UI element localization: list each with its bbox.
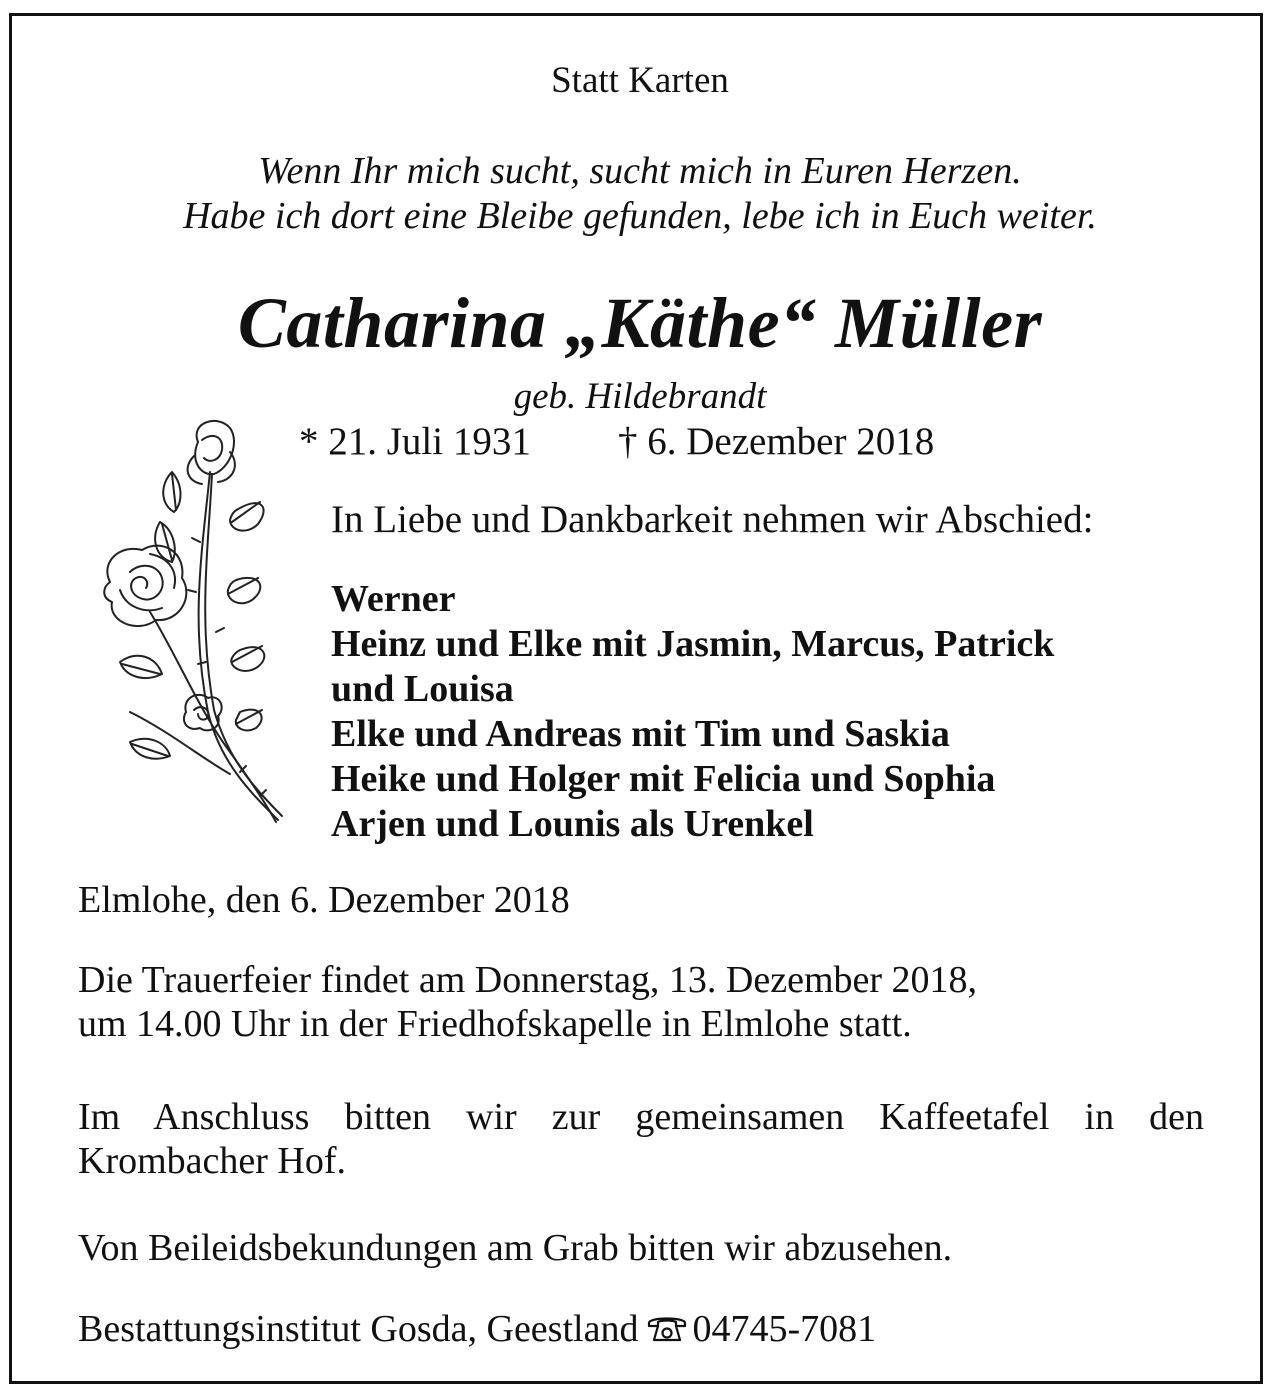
poem-line: Wenn Ihr mich sucht, sucht mich in Euren Herzen.: [258, 150, 1022, 192]
reception-line: Im Anschluss bitten wir zur gemeinsamen Kaffeetafel in den: [78, 1096, 1204, 1138]
notice-header: Statt Karten: [551, 60, 729, 101]
undertaker-name: Bestattungsinstitut Gosda, Geestland: [78, 1308, 639, 1350]
list-item: Werner: [331, 578, 456, 620]
ceremony-info: [78, 958, 1204, 1046]
poem: [0, 149, 1280, 239]
reception-info: [78, 1095, 1204, 1183]
poem-line: Habe ich dort eine Bleibe gefunden, lebe ich in Euch weiter.: [183, 195, 1097, 237]
phone-number: 04745-7081: [692, 1308, 877, 1350]
maiden-name: geb. Hildebrandt: [513, 376, 767, 417]
list-item: und Louisa: [331, 668, 514, 710]
deceased-name: Catharina „Käthe“ Müller: [237, 283, 1043, 363]
list-item: Elke und Andreas mit Tim und Saskia: [331, 713, 950, 755]
birth-date: * 21. Juli 1931: [299, 420, 531, 463]
undertaker-line: [78, 1307, 1204, 1351]
condolence-note: Von Beileidsbekundungen am Grab bitten wir abzusehen.: [78, 1227, 953, 1269]
list-item: Arjen und Lounis als Urenkel: [331, 803, 814, 845]
ceremony-line: um 14.00 Uhr in der Friedhofskapelle in Elmlohe statt.: [78, 1003, 912, 1045]
death-date: † 6. Dezember 2018: [618, 420, 935, 463]
rose-icon: [90, 412, 290, 832]
ceremony-line: Die Trauerfeier findet am Donnerstag, 13. Dezember 2018,: [78, 959, 978, 1001]
phone-icon: [646, 1314, 688, 1344]
list-item: Heinz und Elke mit Jasmin, Marcus, Patrick: [331, 623, 1055, 665]
place-date: Elmlohe, den 6. Dezember 2018: [78, 879, 570, 921]
family-list: [331, 577, 1054, 847]
reception-line: Krombacher Hof.: [78, 1140, 347, 1182]
farewell-intro: In Liebe und Dankbarkeit nehmen wir Abschied:: [331, 498, 1094, 541]
list-item: Heike und Holger mit Felicia und Sophia: [331, 758, 996, 800]
